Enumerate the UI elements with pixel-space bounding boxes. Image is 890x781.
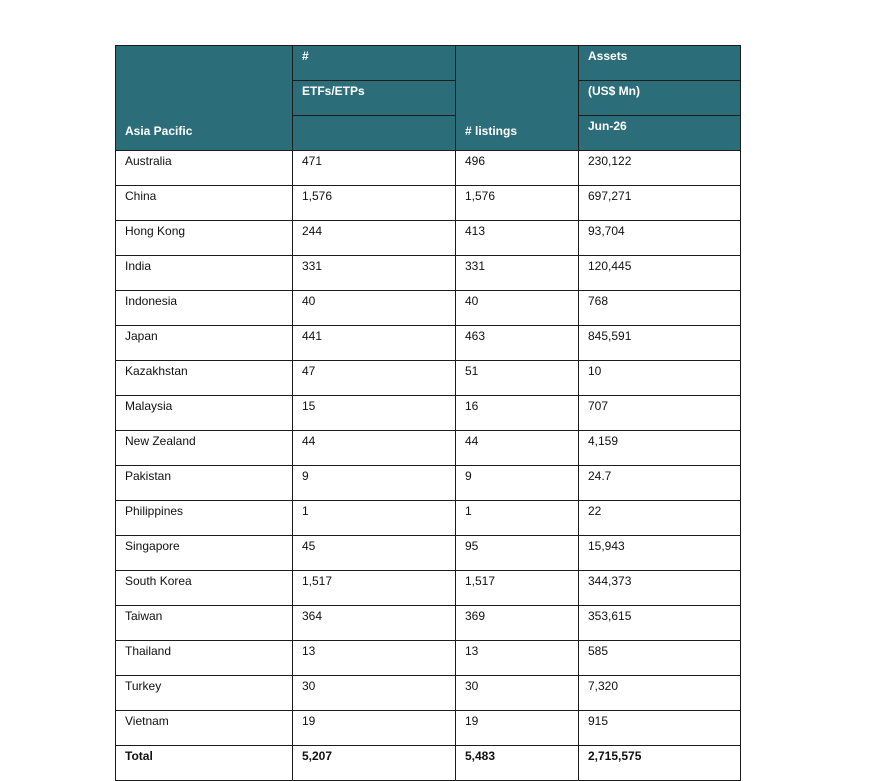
region-cell: Indonesia xyxy=(116,291,293,326)
table-row xyxy=(116,221,741,256)
etf-count-cell: 331 xyxy=(293,256,456,291)
table-body xyxy=(116,151,741,781)
listings-cell: 44 xyxy=(456,431,579,466)
region-cell: Pakistan xyxy=(116,466,293,501)
assets-cell: 707 xyxy=(579,396,741,431)
total-row xyxy=(116,746,741,781)
assets-cell: 15,943 xyxy=(579,536,741,571)
assets-cell: 10 xyxy=(579,361,741,396)
header-count-line3 xyxy=(293,116,456,151)
listings-cell: 40 xyxy=(456,291,579,326)
table-row xyxy=(116,291,741,326)
listings-cell: 369 xyxy=(456,606,579,641)
region-cell: South Korea xyxy=(116,571,293,606)
listings-cell: 331 xyxy=(456,256,579,291)
listings-cell: 30 xyxy=(456,676,579,711)
header-count-line2: ETFs/ETPs xyxy=(293,81,456,116)
etf-count-cell: 471 xyxy=(293,151,456,186)
region-cell: New Zealand xyxy=(116,431,293,466)
table-row xyxy=(116,641,741,676)
table-row xyxy=(116,676,741,711)
etf-count-cell: 364 xyxy=(293,606,456,641)
etf-count-cell: 5,207 xyxy=(293,746,456,781)
region-cell: Philippines xyxy=(116,501,293,536)
header-region: Asia Pacific xyxy=(116,46,293,151)
assets-cell: 585 xyxy=(579,641,741,676)
region-cell: India xyxy=(116,256,293,291)
assets-cell: 915 xyxy=(579,711,741,746)
listings-cell: 413 xyxy=(456,221,579,256)
assets-cell: 24.7 xyxy=(579,466,741,501)
region-cell: Vietnam xyxy=(116,711,293,746)
etf-count-cell: 1,576 xyxy=(293,186,456,221)
etf-count-cell: 1 xyxy=(293,501,456,536)
table-row xyxy=(116,186,741,221)
region-cell: Australia xyxy=(116,151,293,186)
region-cell: Malaysia xyxy=(116,396,293,431)
etf-table xyxy=(115,45,741,781)
etf-count-cell: 9 xyxy=(293,466,456,501)
region-cell: Japan xyxy=(116,326,293,361)
etf-count-cell: 13 xyxy=(293,641,456,676)
etf-count-cell: 44 xyxy=(293,431,456,466)
table-row xyxy=(116,431,741,466)
table-row xyxy=(116,501,741,536)
listings-cell: 1,576 xyxy=(456,186,579,221)
header-assets-line2: (US$ Mn) xyxy=(579,81,741,116)
assets-cell: 845,591 xyxy=(579,326,741,361)
assets-cell: 22 xyxy=(579,501,741,536)
region-cell: Hong Kong xyxy=(116,221,293,256)
etf-count-cell: 40 xyxy=(293,291,456,326)
region-cell: Thailand xyxy=(116,641,293,676)
region-cell: Taiwan xyxy=(116,606,293,641)
table-row xyxy=(116,326,741,361)
listings-cell: 9 xyxy=(456,466,579,501)
listings-cell: 95 xyxy=(456,536,579,571)
etf-count-cell: 1,517 xyxy=(293,571,456,606)
assets-cell: 768 xyxy=(579,291,741,326)
listings-cell: 16 xyxy=(456,396,579,431)
table-row xyxy=(116,151,741,186)
header-listings: # listings xyxy=(456,46,579,151)
listings-cell: 5,483 xyxy=(456,746,579,781)
assets-cell: 93,704 xyxy=(579,221,741,256)
listings-cell: 13 xyxy=(456,641,579,676)
region-cell: Kazakhstan xyxy=(116,361,293,396)
etf-count-cell: 30 xyxy=(293,676,456,711)
listings-cell: 463 xyxy=(456,326,579,361)
table-row xyxy=(116,536,741,571)
etf-count-cell: 47 xyxy=(293,361,456,396)
listings-cell: 1,517 xyxy=(456,571,579,606)
table-header xyxy=(116,46,741,151)
etf-count-cell: 441 xyxy=(293,326,456,361)
table-row xyxy=(116,606,741,641)
header-assets-line1: Assets xyxy=(579,46,741,81)
listings-cell: 1 xyxy=(456,501,579,536)
table-row xyxy=(116,361,741,396)
assets-cell: 4,159 xyxy=(579,431,741,466)
etf-count-cell: 244 xyxy=(293,221,456,256)
assets-cell: 7,320 xyxy=(579,676,741,711)
assets-cell: 2,715,575 xyxy=(579,746,741,781)
listings-cell: 19 xyxy=(456,711,579,746)
etf-count-cell: 45 xyxy=(293,536,456,571)
region-cell: China xyxy=(116,186,293,221)
header-count-line1: # xyxy=(293,46,456,81)
assets-cell: 697,271 xyxy=(579,186,741,221)
assets-cell: 230,122 xyxy=(579,151,741,186)
table-row xyxy=(116,711,741,746)
region-cell: Singapore xyxy=(116,536,293,571)
etf-count-cell: 19 xyxy=(293,711,456,746)
table-row xyxy=(116,396,741,431)
table-row xyxy=(116,466,741,501)
listings-cell: 51 xyxy=(456,361,579,396)
region-cell: Turkey xyxy=(116,676,293,711)
table-row xyxy=(116,571,741,606)
header-assets-line3: Jun-26 xyxy=(579,116,741,151)
region-cell: Total xyxy=(116,746,293,781)
etf-count-cell: 15 xyxy=(293,396,456,431)
assets-cell: 353,615 xyxy=(579,606,741,641)
listings-cell: 496 xyxy=(456,151,579,186)
table-row xyxy=(116,256,741,291)
assets-cell: 120,445 xyxy=(579,256,741,291)
assets-cell: 344,373 xyxy=(579,571,741,606)
